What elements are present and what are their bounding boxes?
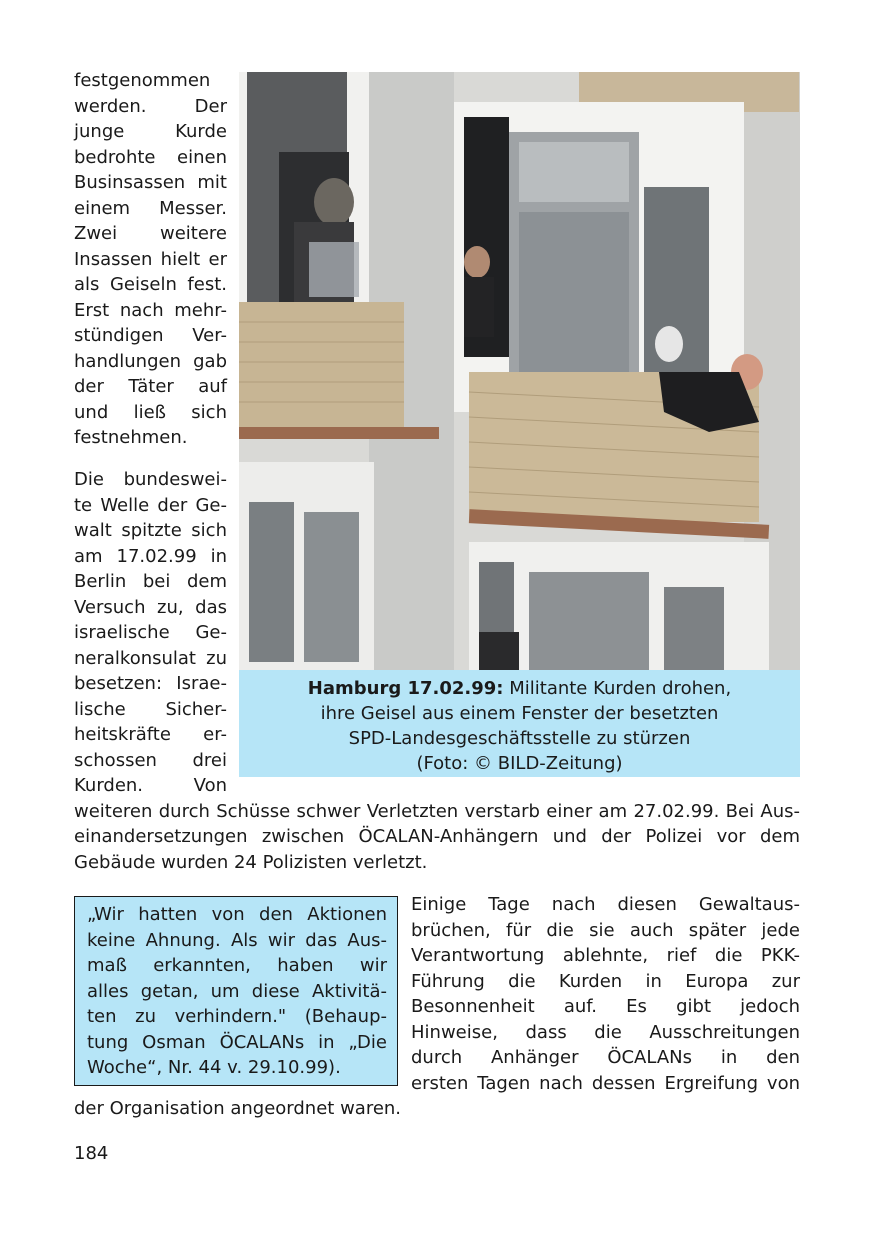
- quote-box: [74, 896, 398, 1086]
- text-line: Businsassen mit: [74, 172, 227, 193]
- quote-line: Woche“, Nr. 44 v. 29.10.99).: [87, 1057, 341, 1078]
- text-line: handlungen gab: [74, 350, 227, 372]
- caption-line-2: ihre Geisel aus einem Fenster der besetzten: [320, 703, 719, 724]
- text-line: am 17.02.99 in: [74, 545, 227, 567]
- text-line: Die bundeswei-: [74, 469, 227, 490]
- news-photo: [239, 72, 800, 670]
- quote-line: „Wir hatten von den Aktionen: [87, 904, 387, 925]
- photo-caption: [239, 670, 800, 777]
- caption-line-1-rest: Militante Kurden drohen,: [503, 678, 732, 699]
- text-line: Hinweise, dass die Ausschreitungen: [411, 1021, 800, 1043]
- text-line: bedrohte einen: [74, 146, 227, 168]
- text-line: Einige Tage nach diesen Gewaltaus-: [411, 894, 800, 915]
- caption-line-4: (Foto: © BILD-Zeitung): [416, 753, 623, 774]
- quote-line: alles getan, um diese Aktivitä-: [87, 980, 387, 1002]
- text-line: einem Messer.: [74, 197, 227, 219]
- last-text-line: der Organisation angeordnet waren.: [74, 1098, 402, 1119]
- text-line: besetzen: Israe-: [74, 673, 227, 694]
- text-line: einandersetzungen zwischen ÖCALAN-Anhängern und der Polizei vor dem: [74, 826, 800, 847]
- text-line: stündigen Ver-: [74, 325, 227, 346]
- text-line: Kurden. Von: [74, 775, 227, 796]
- text-line: neralkonsulat zu: [74, 647, 227, 669]
- text-line: walt spitzte sich: [74, 520, 227, 541]
- text-line: heitskräfte er-: [74, 724, 227, 745]
- quote-line: maß erkannten, haben wir: [87, 955, 387, 976]
- text-line: Verantwortung ablehnte, rief die PKK-: [411, 945, 800, 966]
- text-line: schossen drei: [74, 749, 227, 771]
- text-line: lische Sicher-: [74, 698, 227, 720]
- text-line: Führung die Kurden in Europa zur: [411, 970, 800, 992]
- text-line: festnehmen.: [74, 427, 188, 448]
- text-line: junge Kurde: [74, 121, 227, 142]
- page-number: 184: [74, 1143, 109, 1164]
- text-line: der Täter auf: [74, 376, 227, 397]
- text-line: und ließ sich: [74, 401, 227, 423]
- text-line: Zwei weitere: [74, 223, 227, 244]
- text-line: festgenommen: [74, 70, 211, 91]
- caption-bold: Hamburg 17.02.99:: [307, 678, 504, 699]
- text-line: werden. Der: [74, 95, 227, 117]
- quote-line: tung Osman ÖCALANs in „Die: [87, 1031, 387, 1053]
- quote-line: keine Ahnung. Als wir das Aus-: [87, 929, 387, 951]
- text-line: te Welle der Ge-: [74, 494, 227, 516]
- text-line: durch Anhänger ÖCALANs in den: [411, 1047, 800, 1068]
- text-line: weiteren durch Schüsse schwer Verletzten verstarb einer am 27.02.99. Bei Aus-: [74, 800, 800, 822]
- quote-line: ten zu verhindern." (Behaup-: [87, 1006, 387, 1027]
- text-line: als Geiseln fest.: [74, 274, 227, 295]
- caption-line-1: [239, 676, 800, 701]
- text-line: Erst nach mehr-: [74, 299, 227, 321]
- text-line: Gebäude wurden 24 Polizisten verletzt.: [74, 851, 428, 873]
- caption-line-3: SPD-Landesgeschäftsstelle zu stürzen: [348, 728, 691, 749]
- text-line: israelische Ge-: [74, 622, 227, 643]
- text-line: Besonnenheit auf. Es gibt jedoch: [411, 996, 800, 1017]
- text-line: ersten Tagen nach dessen Ergreifung von: [411, 1072, 800, 1094]
- text-line: Versuch zu, das: [74, 596, 227, 618]
- text-line: brüchen, für die sie auch später jede: [411, 919, 800, 941]
- text-line: Berlin bei dem: [74, 571, 227, 592]
- text-line: Insassen hielt er: [74, 248, 227, 270]
